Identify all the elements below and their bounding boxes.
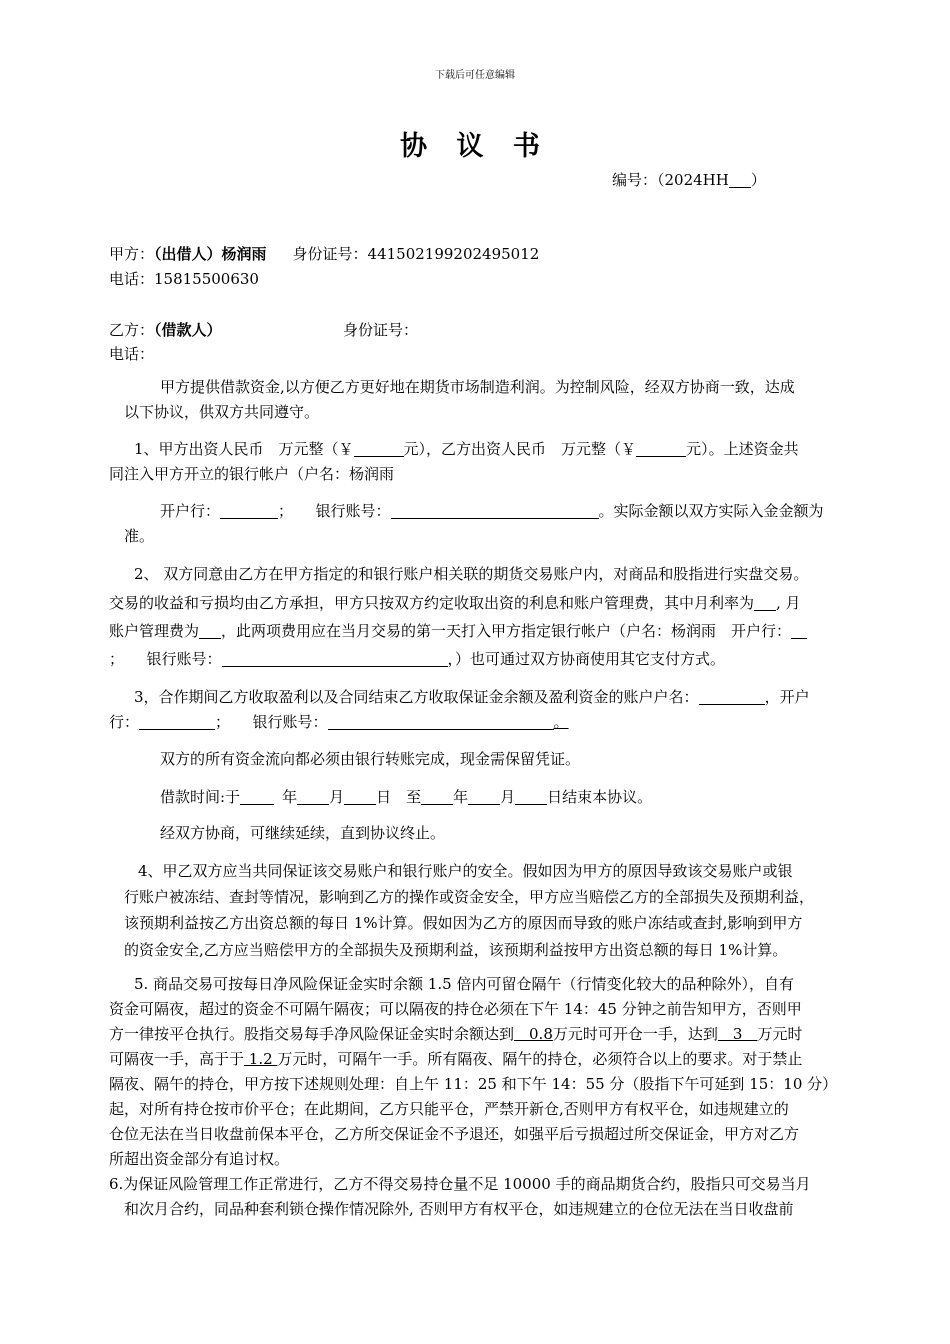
clause-3-text: 行： <box>109 713 140 731</box>
clause-5-line-5: 隔夜、隔午的持仓，甲方按下述规则处理：自上午 11：25 和下午 14：55 分（股指下午可延到 15：10 分） <box>109 1075 838 1093</box>
clause-3-text: 。 <box>553 713 569 731</box>
number-blank <box>729 171 751 188</box>
clause-3-text: ； 银行账号： <box>215 713 328 731</box>
blank <box>240 788 274 805</box>
party-b-line <box>109 319 222 341</box>
loan-time-text: 日 至 <box>376 788 422 806</box>
clause-4-line-2: 行账户被冻结、查封等情况，影响到乙方的操作或资金安全，甲方应当赔偿乙方的全部损失及预期利益， <box>124 888 815 906</box>
clause-2-text: , 月 <box>776 594 801 612</box>
clause-3-line-2 <box>109 711 569 733</box>
blank <box>344 788 376 805</box>
loan-time-line <box>160 786 652 808</box>
loan-time-text: 年 <box>453 788 469 806</box>
loan-time-text: 日结束本协议。 <box>547 788 653 806</box>
bank-label: 开户行： <box>160 502 221 520</box>
clause-2-text: ，此两项费用应在当月交易的第一天打入甲方指定银行帐户（户名：杨润雨 开户行： <box>221 622 792 640</box>
party-b-label: 乙方： <box>109 321 155 339</box>
clause-5-text: 方一律按平仓执行。股指交易每手净风险保证金实时余额达到 <box>109 1025 515 1043</box>
document-title: 协 议 书 <box>400 131 550 162</box>
clause-2-line-2 <box>109 592 801 614</box>
clause-1-line-2: 同注入甲方开立的银行帐户（户名：杨润雨 <box>109 465 395 483</box>
clause-2-line-1: 2、 双方同意由乙方在甲方指定的和银行账户相关联的期货交易账户内，对商品和股指进行实盘交易。 <box>134 565 809 583</box>
party-b-id: 身份证号： <box>343 321 419 339</box>
blank <box>354 440 404 457</box>
blank <box>421 788 453 805</box>
clause-5-text: 万元时，可隔午一手。所有隔夜、隔午的持仓，必须符合以上的要求。对于禁止 <box>277 1050 803 1068</box>
blank <box>791 622 807 639</box>
clause-2-line-4 <box>109 648 725 670</box>
account-label: ； 银行账号： <box>278 502 391 520</box>
clause-5-text: 万元时可开仓一手，达到 <box>552 1025 718 1043</box>
clause-5-line-1: 5. 商品交易可按每日净风险保证金实时余额 1.5 倍内可留仓隔午（行情变化较大的品种除外），自有 <box>134 975 794 993</box>
loan-time-text: 借款时间:于 <box>160 788 241 806</box>
clause-3-line-1 <box>134 686 810 708</box>
blank <box>220 502 278 519</box>
number-label: 编号：（2024HH <box>612 171 729 189</box>
clause-3-text: 3，合作期间乙方收取盈利以及合同结束乙方收取保证金余额及盈利资金的账户户名： <box>134 688 699 706</box>
clause-2-text: 交易的收益和亏损均由乙方承担，甲方只按双方约定收取出资的利息和账户管理费，其中月利率为 <box>109 594 755 612</box>
clause-5-text: 可隔夜一手，高于于 <box>109 1050 245 1068</box>
blank <box>468 788 500 805</box>
clause-2-text: 账户管理费为 <box>109 622 200 640</box>
party-b-role: （借款人） <box>154 321 222 339</box>
clause-1-text-c: 元）。上述资金共 <box>686 440 799 458</box>
clause-5-line-2: 资金可隔夜，超过的资金不可隔午隔夜；可以隔夜的持仓必须在下午 14：45 分钟之前告知甲方，否则甲 <box>109 1000 802 1018</box>
intro-line-2: 以下协议，供双方共同遵守。 <box>124 403 320 421</box>
blank <box>139 713 215 730</box>
clause-5-line-3 <box>109 1023 802 1045</box>
blank <box>515 788 547 805</box>
blank <box>328 713 554 730</box>
intro-line-1: 甲方提供借款资金,以方便乙方更好地在期货市场制造利润。为控制风险，经双方协商一致，达成 <box>160 378 795 396</box>
amount-open: 0.8 <box>514 1025 553 1043</box>
clause-1-line-3 <box>160 500 824 522</box>
clause-3-para-3: 经双方协商，可继续延续，直到协议终止。 <box>160 824 446 842</box>
loan-time-text: 月 <box>500 788 516 806</box>
clause-5-text: 万元时 <box>757 1025 803 1043</box>
amount-overnight: 3 <box>717 1025 758 1043</box>
clause-4-line-1: 4、甲乙双方应当共同保证该交易账户和银行账户的安全。假如因为甲方的原因导致该交易账户或银 <box>138 862 793 880</box>
loan-time-text: 月 <box>329 788 345 806</box>
clause-1-text-a: 1、甲方出资人民币 万元整（￥ <box>134 440 354 458</box>
clause-1-text-b: 元），乙方出资人民币 万元整（￥ <box>403 440 637 458</box>
clause-3-text: ，开户 <box>764 688 810 706</box>
clause-1-line-1 <box>134 438 799 460</box>
clause-5-line-7: 仓位无法在当日收盘前保本平仓，乙方所交保证金不予退还，如强平后亏损超过所交保证金，甲方对乙方 <box>109 1125 800 1143</box>
clause-3-para-1: 双方的所有资金流向都必须由银行转账完成，现金需保留凭证。 <box>160 750 581 768</box>
clause-2-line-3 <box>109 620 807 642</box>
clause-2-text: ； 银行账号： <box>109 650 222 668</box>
party-a-phone: 电话：15815500630 <box>109 270 259 288</box>
clause-5-line-4 <box>109 1048 802 1070</box>
clause-6-line-1: 6.为保证风险管理工作正常进行，乙方不得交易持仓量不足 10000 手的商品期货合约，股指只可交易当月 <box>109 1175 811 1193</box>
blank <box>754 594 776 611</box>
number-suffix: ） <box>750 171 766 189</box>
blank <box>297 788 329 805</box>
clause-5-line-8: 所超出资金部分有追讨权。 <box>109 1150 290 1168</box>
clause-1-text-d: 。实际金额以双方实际入金金额为 <box>598 502 824 520</box>
clause-5-line-6: 起，对所有持仓按市价平仓；在此期间，乙方只能平仓，严禁开新仓,否则甲方有权平仓，如违规建立的 <box>109 1100 789 1118</box>
party-a-label: 甲方： <box>109 245 155 263</box>
party-a-line <box>109 243 539 265</box>
blank <box>391 502 599 519</box>
clause-4-line-3: 该预期利益按乙方出资总额的每日 1%计算。假如因为乙方的原因而导致的账户冻结或查封,影响到甲方 <box>124 914 803 932</box>
blank <box>222 650 448 667</box>
party-a-id: 身份证号：441502199202495012 <box>292 245 540 263</box>
blank <box>199 622 221 639</box>
amount-midday: 1.2 <box>244 1050 278 1068</box>
blank <box>636 440 686 457</box>
party-a-role: （出借人）杨润雨 <box>154 245 267 263</box>
clause-2-text: ，）也可通过双方协商使用其它支付方式。 <box>447 650 726 668</box>
clause-4-line-4: 的资金安全,乙方应当赔偿甲方的全部损失及预期利益，该预期利益按甲方出资总额的每日 1%计算。 <box>124 941 788 959</box>
blank <box>699 688 765 705</box>
document-number <box>612 169 766 191</box>
party-b-phone: 电话： <box>109 345 155 363</box>
clause-6-line-2: 和次月合约，同品种套利锁仓操作情况除外, 否则甲方有权平仓，如违规建立的仓位无法在当日收盘前 <box>124 1200 794 1218</box>
clause-1-line-4: 准。 <box>124 527 155 545</box>
loan-time-text: 年 <box>282 788 298 806</box>
header-note: 下载后可任意编辑 <box>435 70 515 81</box>
